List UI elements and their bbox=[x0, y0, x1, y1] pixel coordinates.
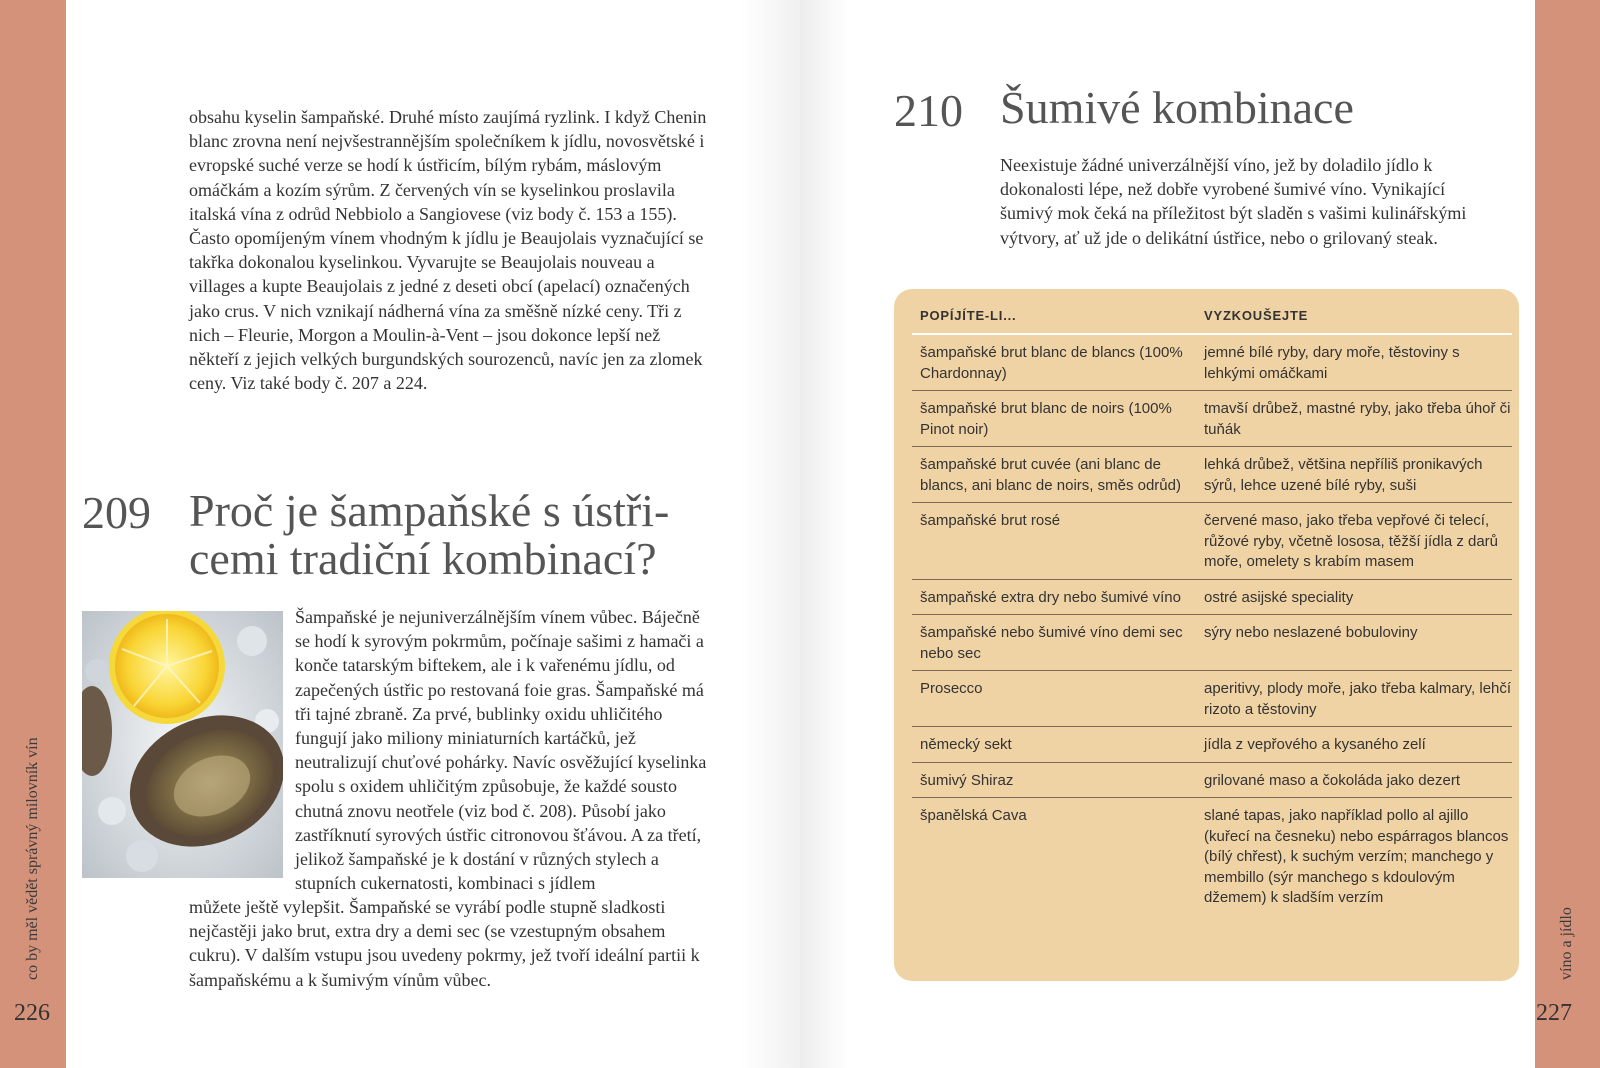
wine-cell: Prosecco bbox=[920, 680, 983, 697]
wine-cell: šampaňské extra dry nebo šumivé víno bbox=[920, 588, 1181, 606]
table-row bbox=[912, 671, 1512, 727]
table-row bbox=[912, 727, 1512, 763]
wine-cell: šampaňské brut blanc de blancs (100% Chardonnay) bbox=[920, 344, 1183, 382]
gutter-shadow-left bbox=[740, 0, 800, 1068]
food-cell: červené maso, jako třeba vepřové či telecí, růžové ryby, včetně lososa, těžší jídla z darů moře, omelety s krabím masem bbox=[1204, 512, 1499, 570]
wine-pairing-table bbox=[894, 289, 1519, 981]
section-209-text-beside-image: Šampaňské je nejuniverzálnějším vínem vůbec. Báječně se hodí k syrovým pokrmům, počínaje sašimi z hamači a konče tatarským biftekem, ale i k vařenému jídlu, od zapečených ústřic po restovaná foie gras. Šampaňské má tři tajné zbraně. Za prvé, bublinky oxidu uhličitého fungují jako miliony miniaturních kartáčků, jež neutralizují chuťové pohárky. Navíc osvěžující kyselinka spolu s oxidem uhličitým způsobuje, že každé sousto chutná znovu neotřele (viz bod č. 208). Působí jako zastříknutí syrových ústřic citronovou šťávou. A za třetí, jelikož šampaňské je k dostání v různých stylech a stupních cukernatosti, kombinaci s jídlem bbox=[295, 607, 707, 894]
food-cell: ostré asijské speciality bbox=[1204, 588, 1354, 606]
section-209-text-below-image: můžete ještě vylepšit. Šampaňské se vyrábí podle stupně sladkosti nejčastěji jako brut, extra dry a demi sec (se vzestupným obsahem cukru). V dalším vstupu jsou uvedeny pokrmy, jež tvoří ideální partii k šampaňskému a k šumivým vínům vůbec. bbox=[189, 897, 700, 990]
column-header-try: VYZKOUŠEJTE bbox=[1204, 308, 1309, 323]
wine-cell: šampaňské nebo šumivé víno demi sec nebo sec bbox=[920, 624, 1183, 662]
food-cell: aperitivy, plody moře, jako třeba kalmary, lehčí rizoto a těstoviny bbox=[1204, 680, 1512, 718]
section-210-title: Šumivé kombinace bbox=[1000, 82, 1354, 133]
wine-cell: německý sekt bbox=[920, 736, 1012, 753]
section-210-intro: Neexistuje žádné univerzálnější víno, jež by doladilo jídlo k dokonalosti lépe, než dobře vyrobené šumivé víno. Vynikající šumivý mok čeká na příležitost být sladěn s vašimi kulinářskými výtvory, ať už jde o delikátní ústřice, nebo o grilovaný steak. bbox=[1000, 155, 1467, 248]
wine-cell: šampaňské brut blanc de noirs (100% Pinot noir) bbox=[920, 400, 1172, 438]
food-cell: lehká drůbež, většina nepříliš pronikavých sýrů, lehce uzené bílé ryby, suši bbox=[1204, 456, 1483, 494]
food-cell: jídla z vepřového a kysaného zelí bbox=[1204, 736, 1426, 753]
wine-cell: šampaňské brut cuvée (ani blanc de blancs, ani blanc de noirs, směs odrůd) bbox=[920, 456, 1181, 494]
food-cell: tmavší drůbež, mastné ryby, jako třeba úhoř či tuňák bbox=[1204, 400, 1511, 438]
table-row bbox=[912, 763, 1512, 799]
food-cell: sýry nebo neslazené bobuloviny bbox=[1204, 624, 1418, 641]
wine-cell: šampaňské brut rosé bbox=[920, 512, 1061, 529]
left-page-number: 226 bbox=[14, 1000, 50, 1026]
table-row bbox=[912, 335, 1512, 391]
food-cell: jemné bílé ryby, dary moře, těstoviny s lehkými omáčkami bbox=[1204, 344, 1460, 382]
table-row bbox=[912, 798, 1512, 915]
wine-cell: španělská Cava bbox=[920, 807, 1027, 824]
table-row bbox=[912, 580, 1512, 616]
right-side-caption: víno a jídlo bbox=[1558, 907, 1575, 980]
table-row bbox=[912, 447, 1512, 503]
left-intro-paragraph: obsahu kyselin šampaňské. Druhé místo zaujímá ryzlink. I když Chenin blanc zrovna není nejvšestrannějším společníkem k jídlu, novosvětské i evropské suché verze se hodí k ústřicím, bílým rybám, máslovým omáčkám a kozím sýrům. Z červených vín se kyselinkou proslavila italská vína z odrůd Nebbiolo a Sangiovese (viz body č. 153 a 155). Často opomíjeným vínem vhodným k jídlu je Beaujolais vyznačující se takřka dokonalou kyselinkou. Vyvarujte se Beaujolais nouveau a villages a kupte Beaujolais z jedné z deseti obcí (apelací) označených jako crus. V nich vznikají nádherná vína za směšně nízké ceny. Tři z nich – Fleurie, Morgon a Moulin-à-Vent – jsou dokonce lepší než někteří z jejich velkých burgundských sourozenců, navíc jen za zlomek ceny. Viz také body č. 207 a 224. bbox=[189, 107, 707, 394]
table-row bbox=[912, 503, 1512, 580]
table-row bbox=[912, 615, 1512, 671]
food-cell: slané tapas, jako například pollo al ajillo (kuřecí na česneku) nebo espárragos blancos (bílý chřest), k suchým verzím; manchego y membillo (sýr manchego s kdoulovým džemem) k sladším verzím bbox=[1204, 807, 1509, 906]
pairing-rows bbox=[912, 335, 1512, 915]
left-side-caption: co by měl vědět správný milovník vín bbox=[24, 737, 41, 980]
section-209-title: Proč je šampaňské s ústři-cemi tradiční kombinací? bbox=[189, 485, 670, 584]
food-cell: grilované maso a čokoláda jako dezert bbox=[1204, 771, 1460, 789]
oyster-lemon-photo bbox=[82, 611, 283, 878]
right-page-number: 227 bbox=[1536, 1000, 1572, 1026]
column-header-drinking: POPÍJÍTE-LI... bbox=[920, 308, 1017, 323]
section-209-number: 209 bbox=[82, 487, 151, 538]
table-row bbox=[912, 391, 1512, 447]
gutter-shadow-right bbox=[800, 0, 850, 1068]
section-210-number: 210 bbox=[894, 85, 963, 136]
wine-cell: šumivý Shiraz bbox=[920, 771, 1014, 789]
